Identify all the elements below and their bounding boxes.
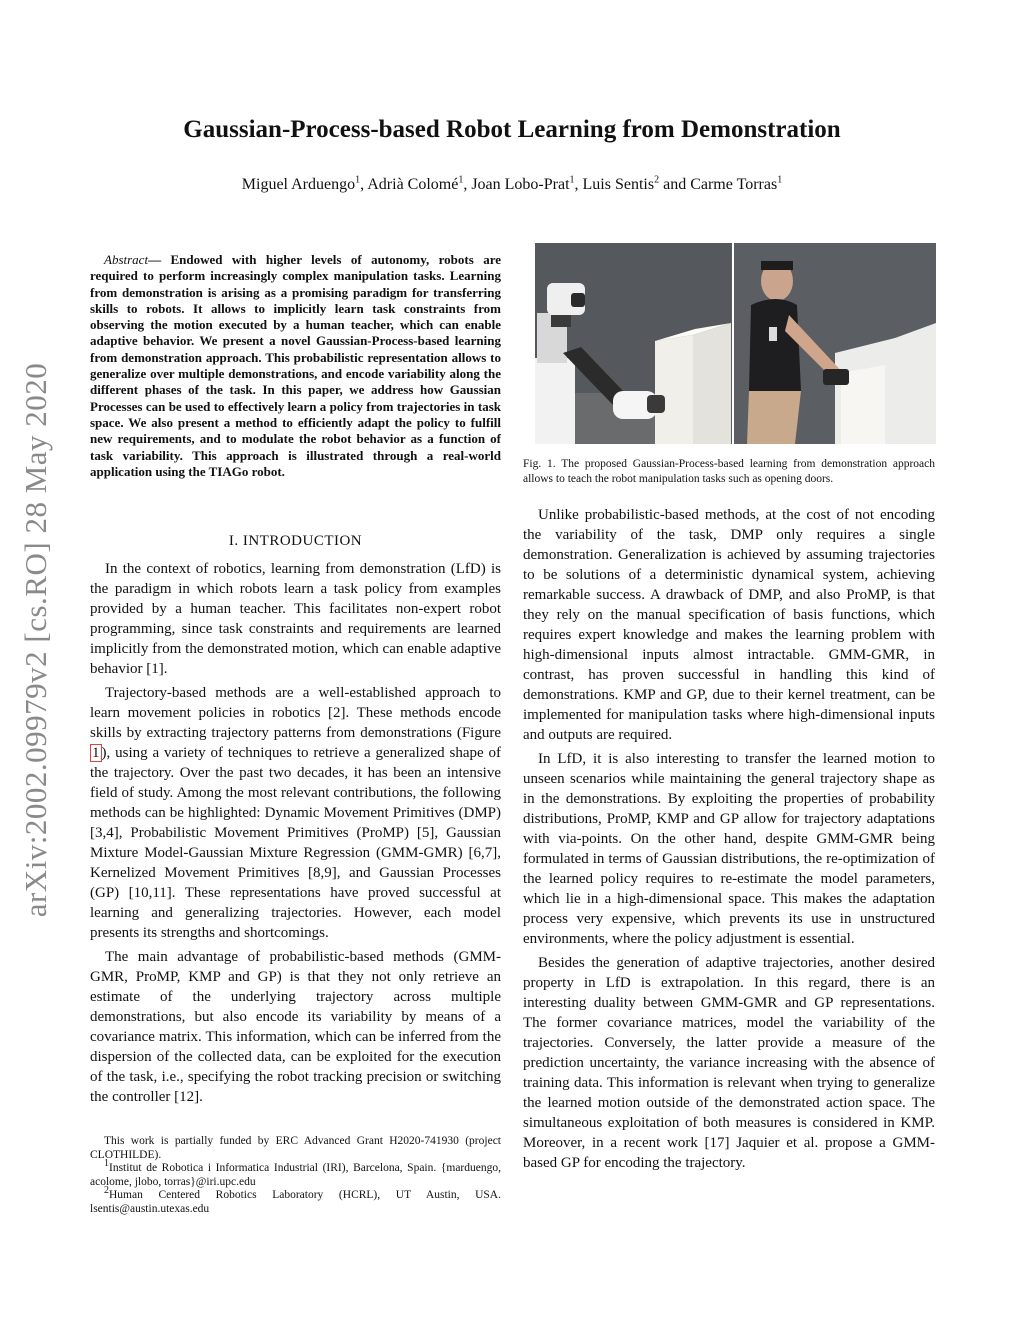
author: Miguel Arduengo [241, 176, 356, 193]
author: Adrià Colomé [367, 176, 459, 193]
author: Carme Torras [690, 176, 778, 193]
paragraph: Besides the generation of adaptive trajectories, another desired property in LfD is extrapolation. In this regard, there is an interesting duality between GMM-GMR and GP representations. The former covariance matrices, model the variability of the trajectories. Conversely, the latter provide a measure of the prediction uncertainty, the variance increasing with the absence of training data. This information is relevant when trying to generalize the learned motion outside of the demonstrated action space. The simultaneous exploitation of both measures is considered in KMP. Moreover, in a recent work [17] Jaquier et al. propose a GMM-based GP for encoding the trajectory. [523, 955, 935, 1171]
figure-caption: Fig. 1. The proposed Gaussian-Process-based learning from demonstration approach allows to teach the robot manipulation tasks such as opening doors. [523, 458, 935, 485]
paragraph: In the context of robotics, learning from demonstration (LfD) is the paradigm in which robots learn a task policy from examples provided by a human teacher. This facilitates non-expert robot programming, since task constraints and requirements are learned implicitly from the demonstrated motion, which can enable adaptive behavior [1]. [90, 561, 501, 677]
robot-and-human-photo [535, 243, 936, 444]
paragraph: The main advantage of probabilistic-based methods (GMM-GMR, ProMP, KMP and GP) is that they not only retrieve an estimate of the underlying trajectory across multiple demonstrations, but also encode its variability by means of a covariance matrix. This information, which can be inferred from the dispersion of the collected data, can be exploited for the execution of the task, i.e., specifying the robot tracking precision or switching the controller [12]. [90, 949, 501, 1105]
abstract-label: Abstract [104, 252, 149, 267]
paragraph: In LfD, it is also interesting to transfer the learned motion to unseen scenarios while maintaining the general trajectory shape as in the demonstrations. By exploiting the properties of probability distributions, ProMP, KMP and GP allow for trajectory adaptations with via-points. On the other hand, despite GMM-GMR being formulated in terms of Gaussian distributions, the re-optimization of the learned policy requires to re-estimate the model parameters, which lie in a high-dimensional space. This makes the adaptation process very expensive, which prevents its use in unstructured environments, where the policy adjustment is essential. [523, 751, 935, 947]
right-column-body [523, 505, 935, 1173]
abstract [90, 252, 501, 480]
paper-title: Gaussian-Process-based Robot Learning from Demonstration [183, 116, 841, 143]
affiliation-footnote: $^2$Human Centered Robotics Laboratory (HCRL), UT Austin, USA. lsentis@austin.utexas.edu [90, 1185, 501, 1215]
figure-photo [535, 243, 936, 444]
paragraph: Trajectory-based methods are a well-established approach to learn movement policies in robotics [2]. These methods encode skills by extracting trajectory patterns from demonstrations (Figure 1 ), using a variety of techniques to retrieve a generalized shape of the trajectory. Over the past two decades, it has been an intensive field of study. Among the most relevant contributions, the following methods can be highlighted: Dynamic Movement Primitives (DMP) [3,4], Probabilistic Movement Primitives (ProMP) [5], Gaussian Mixture Model-Gaussian Mixture Regression (GMM-GMR) [6,7], Kernelized Movement Primitives [8,9], and Gaussian Processes (GP) [10,11]. These representations have proved successful at learning and generalizing trajectories. However, each model presents its strengths and shortcomings. [90, 685, 501, 941]
left-column-body [90, 559, 501, 1107]
author: Joan Lobo-Prat [471, 176, 570, 193]
figure-reference-link[interactable]: 1 [92, 745, 100, 761]
arxiv-identifier: arXiv:2002.09979v2 [cs.RO] 28 May 2020 [18, 362, 53, 918]
paragraph: Unlike probabilistic-based methods, at the cost of not encoding the variability of the task, DMP only requires a single demonstration. Generalization is achieved by assuming trajectories to be solutions of a deterministic dynamical system, achieving remarkable success. A drawback of DMP, and also ProMP, is that they rely on the manual specification of basis functions, which requires expert knowledge and makes the learning problem with high-dimensional inputs almost intractable. GMM-GMR, in contrast, has proven successful in handling this kind of demonstrations. KMP and GP, due to their kernel treatment, can be implemented for manipulation tasks where high-dimensional inputs and outputs are required. [523, 507, 935, 743]
author: Luis Sentis [582, 176, 655, 193]
footnotes [90, 1135, 501, 1216]
section-heading: I. INTRODUCTION [228, 533, 363, 549]
affiliation-footnote: $^1$Institut de Robotica i Informatica Industrial (IRI), Barcelona, Spain. {marduengo, acolome, jlobo, torras}@iri.upc.edu [90, 1158, 501, 1188]
author-list: Miguel Arduengo$^1$, Adrià Colomé$^1$, Joan Lobo-Prat$^1$, Luis Sentis$^2$ and Carme Torras$^1$ [241, 174, 783, 193]
abstract-text: — Endowed with higher levels of autonomy, robots are required to perform increasingly complex manipulation tasks. Learning from demonstration is arising as a promising paradigm for transferring skills to robots. It allows to implicitly learn task constraints from observing the motion executed by a human teacher, which can enable adaptive behavior. We present a novel Gaussian-Process-based learning from demonstration approach. This probabilistic representation allows to generalize over multiple demonstrations, and encode variability along the different phases of the task. In this paper, we address how Gaussian Processes can be used to effectively learn a policy from trajectories in task space. We also present a method to efficiently adapt the policy to fulfill new requirements, and to modulate the robot behavior as a function of task variability. This approach is illustrated through a real-world application using the TIAGo robot. [90, 252, 501, 479]
funding-footnote: This work is partially funded by ERC Advanced Grant H2020-741930 (project CLOTHILDE). [90, 1135, 501, 1161]
